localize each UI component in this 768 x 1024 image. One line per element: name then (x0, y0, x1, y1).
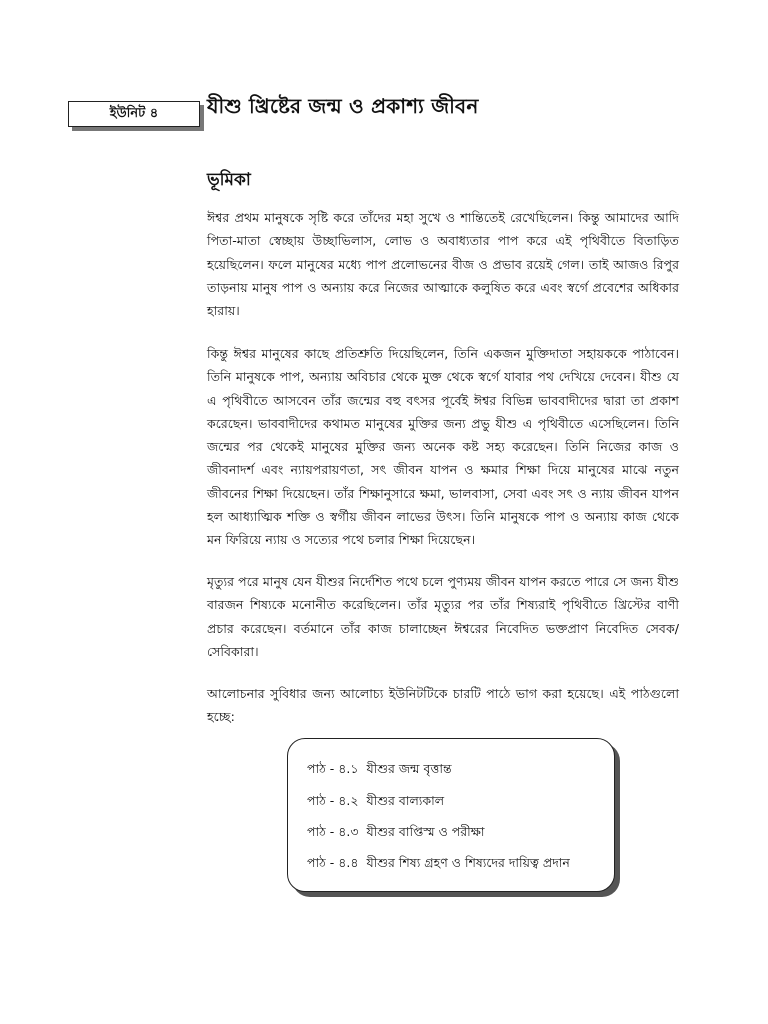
unit-label: ইউনিট ৪ (109, 105, 159, 121)
lesson-title: যীশুর বাপ্তিস্ম ও পরীক্ষা (366, 824, 485, 839)
lesson-code: পাঠ - ৪.২ (307, 793, 359, 808)
lesson-code: পাঠ - ৪.৪ (307, 855, 359, 870)
lesson-title: যীশুর শিষ্য গ্রহণ ও শিষ্যদের দায়িত্ব প্রদান (366, 855, 570, 870)
lesson-code: পাঠ - ৪.১ (307, 761, 359, 776)
lesson-item (307, 855, 570, 875)
page-title: যীশু খ্রিষ্টের জন্ম ও প্রকাশ্য জীবন (207, 94, 479, 118)
unit-label-box (68, 101, 200, 127)
lesson-list-box (287, 738, 615, 892)
paragraph-2: কিন্তু ঈশ্বর মানুষের কাছে প্রতিশ্রুতি দিয়েছিলেন, তিনি একজন মুক্তিদাতা সহায়ককে পাঠাবেন। তিনি মানুষকে পাপ, অন্যায় অবিচার থেকে মুক্ত থেকে স্বর্গে যাবার পথ দেখিয়ে দেবেন। যীশু যে এ পৃথিবীতে আসবেন তাঁর জন্মের বহু বৎসর পূর্বেই ঈশ্বর বিভিন্ন ভাববাদীদের দ্বারা তা প্রকাশ করেছেন। ভাববাদীদের কথামত মানুষের মুক্তির জন্য প্রভু যীশু এ পৃথিবীতে এসেছিলেন। তিনি জন্মের পর থেকেই মানুষের মুক্তির জন্য অনেক কষ্ট সহ্য করেছেন। তিনি নিজের কাজ ও জীবনাদর্শ এবং ন্যায়পরায়ণতা, সৎ জীবন যাপন ও ক্ষমার শিক্ষা দিয়ে মানুষের মাঝে নতুন জীবনের শিক্ষা দিয়েছেন। তাঁর শিক্ষানুসারে ক্ষমা, ভালবাসা, সেবা এবং সৎ ও ন্যায় জীবন যাপন হল আধ্যাত্মিক শক্তি ও স্বর্গীয় জীবন লাভের উৎস। তিনি মানুষকে পাপ ও অন্যায় কাজ থেকে মন ফিরিয়ে ন্যায় ও সত্যের পথে চলার শিক্ষা দিয়েছেন। (207, 346, 679, 548)
paragraph-3: মৃত্যুর পরে মানুষ যেন যীশুর নির্দেশিত পথে চলে পুণ্যময় জীবন যাপন করতে পারে সে জন্য যীশু বারজন শিষ্যকে মনোনীত করেছিলেন। তাঁর মৃত্যুর পর তাঁর শিষ্যরাই পৃথিবীতে খ্রিস্টের বাণী প্রচার করেছেন। বর্তমানে তাঁর কাজ চালাচ্ছেন ঈশ্বরের নিবেদিত ভক্তপ্রাণ নিবেদিত সেবক/সেবিকারা। (207, 574, 679, 659)
paragraph-4: আলোচনার সুবিধার জন্য আলোচ্য ইউনিটটিকে চারটি পাঠে ভাগ করা হয়েছে। এই পাঠগুলো হচ্ছে: (207, 686, 679, 725)
lesson-code: পাঠ - ৪.৩ (307, 824, 359, 839)
lesson-title: যীশুর বাল্যকাল (366, 793, 445, 808)
lesson-item (307, 793, 444, 813)
lesson-item (307, 761, 452, 781)
paragraph-1: ঈশ্বর প্রথম মানুষকে সৃষ্টি করে তাঁদের মহা সুখে ও শান্তিতেই রেখেছিলেন। কিন্তু আমাদের আদি পিতা-মাতা স্বেচ্ছায় উচ্ছাভিলাস, লোভ ও অবাধ্যতার পাপ করে এই পৃথিবীতে বিতাড়িত হয়েছিলেন। ফলে মানুষের মধ্যে পাপ প্রলোভনের বীজ ও প্রভাব রয়েই গেল। তাই আজও রিপুর তাড়নায় মানুষ পাপ ও অন্যায় করে নিজের আত্মাকে কলুষিত করে এবং স্বর্গে প্রবেশের অধিকার হারায়। (207, 210, 679, 319)
lesson-item (307, 824, 484, 844)
lesson-title: যীশুর জন্ম বৃত্তান্ত (366, 761, 452, 776)
section-heading: ভূমিকা (207, 170, 251, 190)
